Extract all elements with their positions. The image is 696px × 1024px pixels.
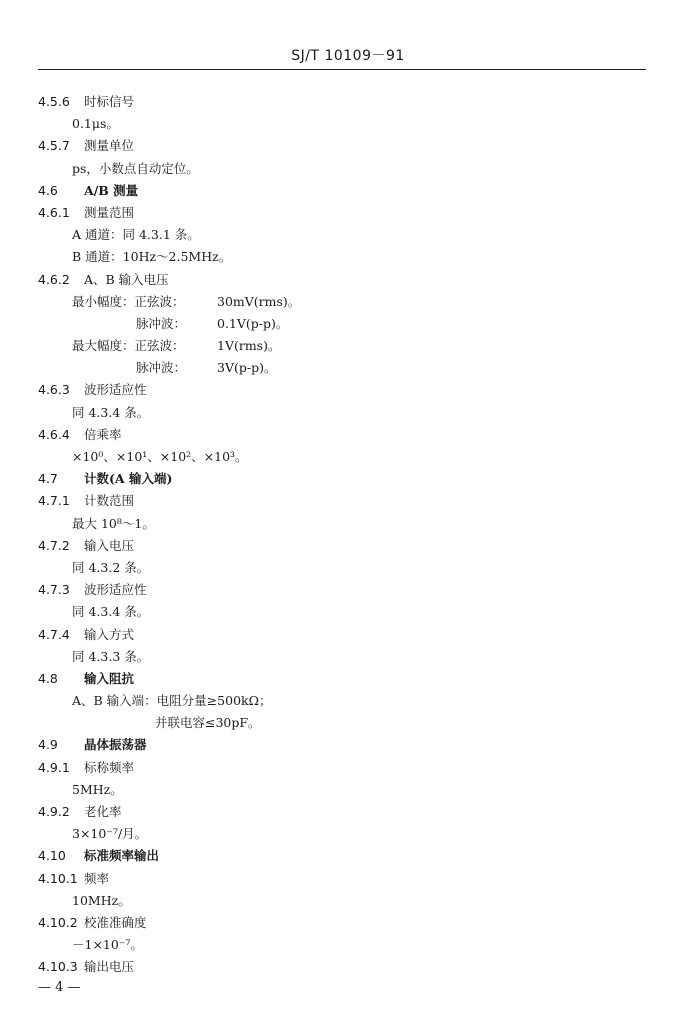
document-line (0, 180, 696, 202)
document-line (0, 379, 696, 401)
clause-number: 4.5.6 (38, 94, 70, 109)
document-line (0, 801, 696, 823)
clause-text: 并联电容≤30pF。 (155, 715, 261, 731)
clause-text: ×10⁰、×10¹、×10²、×10³。 (72, 449, 248, 464)
clause-title: 标称频率 (84, 759, 135, 775)
document-code: SJ/T 10109－91 (291, 48, 405, 64)
clause-number: 4.5.7 (38, 138, 70, 154)
document-line (0, 246, 696, 268)
spec-value: 1V(rms)。 (217, 338, 281, 354)
document-line (0, 956, 696, 978)
clause-title: A/B 测量 (84, 182, 139, 198)
clause-text: A、B 输入端：电阻分量≥500kΩ； (72, 693, 272, 709)
document-line (0, 490, 696, 512)
document-line (0, 313, 696, 335)
document-line (0, 912, 696, 934)
clause-text: 同 4.3.2 条。 (72, 559, 150, 575)
clause-number: 4.7 (38, 471, 58, 487)
clause-title: 倍乘率 (84, 426, 122, 442)
clause-text: －1×10⁻⁷。 (72, 937, 143, 953)
clause-number: 4.7.3 (38, 582, 70, 598)
document-line (0, 734, 696, 756)
clause-title: 波形适应性 (84, 382, 147, 398)
document-line (0, 890, 696, 912)
clause-number: 4.9.1 (38, 759, 70, 775)
clause-title: 计数范围 (84, 493, 135, 509)
document-line (0, 779, 696, 801)
document-line (0, 845, 696, 867)
document-line (0, 224, 696, 246)
clause-number: 4.7.1 (38, 493, 70, 509)
spec-label: 脉冲波： (136, 360, 187, 376)
document-line (0, 202, 696, 224)
clause-number: 4.10.2 (38, 914, 78, 930)
clause-text: 3×10⁻⁷/月。 (72, 826, 148, 842)
clause-text: 最大 10⁸～1。 (72, 515, 155, 531)
document-line (0, 868, 696, 890)
clause-text: A 通道：同 4.3.1 条。 (72, 227, 200, 243)
spec-value: 3V(p-p)。 (217, 360, 277, 376)
document-line (0, 601, 696, 623)
document-line (0, 535, 696, 557)
clause-title: 波形适应性 (84, 582, 147, 598)
document-line (0, 291, 696, 313)
document-line (0, 513, 696, 535)
document-line (0, 357, 696, 379)
clause-number: 4.7.2 (38, 537, 70, 553)
clause-number: 4.10 (38, 848, 66, 864)
clause-text: ps，小数点自动定位。 (72, 160, 199, 176)
document-line (0, 269, 696, 291)
clause-title: 校准准确度 (84, 914, 147, 930)
clause-number: 4.9 (38, 737, 58, 753)
clause-number: 4.6 (38, 182, 58, 198)
spec-label: 最小幅度：正弦波： (72, 293, 185, 309)
clause-number: 4.7.4 (38, 626, 70, 642)
clause-title: 测量单位 (84, 138, 135, 154)
header-rule (38, 69, 646, 70)
document-line (0, 690, 696, 712)
clause-text: 0.1μs。 (72, 116, 119, 132)
clause-title: 标准频率输出 (84, 848, 160, 864)
clause-title: A、B 输入电压 (84, 271, 169, 287)
spec-value: 0.1V(p-p)。 (217, 315, 289, 331)
document-line (0, 158, 696, 180)
document-line (0, 468, 696, 490)
clause-title: 测量范围 (84, 204, 135, 220)
spec-label: 最大幅度：正弦波： (72, 338, 185, 354)
clause-number: 4.6.3 (38, 382, 70, 398)
document-line (0, 823, 696, 845)
page-number: — 4 — (38, 980, 81, 995)
clause-number: 4.6.2 (38, 271, 70, 287)
clause-title: 输出电压 (84, 959, 135, 975)
clause-text: 同 4.3.4 条。 (72, 604, 150, 620)
document-line (0, 712, 696, 734)
spec-value: 30mV(rms)。 (217, 293, 301, 309)
clause-text: B 通道：10Hz～2.5MHz。 (72, 249, 232, 265)
clause-title: 时标信号 (84, 94, 135, 109)
document-line (0, 757, 696, 779)
clause-number: 4.9.2 (38, 804, 70, 819)
clause-number: 4.10.1 (38, 870, 78, 886)
document-line (0, 624, 696, 646)
document-line (0, 424, 696, 446)
clause-number: 4.6.4 (38, 426, 70, 442)
clause-title: 输入方式 (84, 626, 135, 642)
clause-title: 老化率 (84, 804, 122, 819)
document-line (0, 402, 696, 424)
clause-text: 同 4.3.3 条。 (72, 648, 150, 664)
clause-title: 输入电压 (84, 537, 135, 553)
document-line (0, 446, 696, 468)
document-line (0, 646, 696, 668)
document-line (0, 934, 696, 956)
clause-number: 4.8 (38, 670, 58, 686)
document-line (0, 91, 696, 113)
document-line (0, 113, 696, 135)
document-line (0, 335, 696, 357)
document-line (0, 557, 696, 579)
clause-text: 10MHz。 (72, 892, 131, 908)
clause-number: 4.6.1 (38, 204, 70, 220)
clause-text: 同 4.3.4 条。 (72, 404, 150, 420)
clause-title: 计数(A 输入端) (84, 471, 173, 487)
clause-title: 频率 (84, 870, 110, 886)
spec-label: 脉冲波： (136, 315, 187, 331)
clause-number: 4.10.3 (38, 959, 78, 975)
document-line (0, 135, 696, 157)
document-line (0, 668, 696, 690)
clause-title: 晶体振荡器 (84, 737, 147, 753)
document-body (0, 91, 696, 979)
document-line (0, 579, 696, 601)
clause-text: 5MHz。 (72, 781, 123, 797)
clause-title: 输入阻抗 (84, 670, 135, 686)
